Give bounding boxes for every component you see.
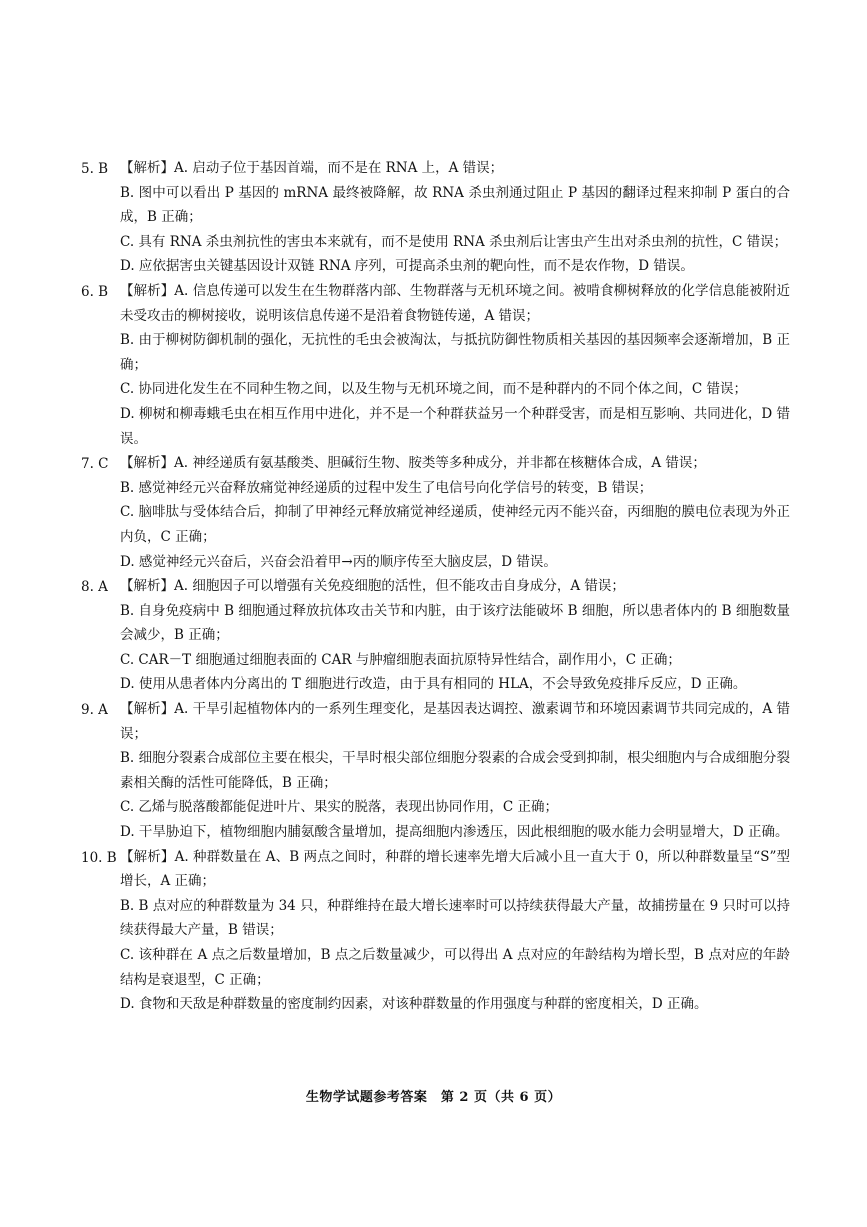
question-analysis: 【解析】A. 启动子位于基因首端，而不是在 RNA 上，A 错误； — [120, 160, 504, 176]
question-10 — [74, 845, 790, 1017]
answer-content — [74, 156, 790, 1017]
option-d: D. 感觉神经元兴奋后，兴奋会沿着甲→丙的顺序传至大脑皮层，D 错误。 — [120, 553, 557, 570]
option-d: D. 干旱胁迫下，植物细胞内脯氨酸含量增加，提高细胞内渗透压，因此根细胞的吸水能力会明显增大，D 正确。 — [120, 824, 789, 841]
question-analysis: 【解析】A. 信息传递可以发生在生物群落内部、生物群落与无机环境之间。被啃食柳树释放的化学信息能被附近未受攻击的柳树接收，说明该信息传递不是沿着食物链传递，A 错误； — [120, 282, 790, 324]
option-b: B. 自身免疫病中 B 细胞通过释放抗体攻击关节和内脏，由于该疗法能破坏 B 细胞，所以患者体内的 B 细胞数量会减少，B 正确； — [120, 602, 790, 644]
question-5 — [74, 156, 790, 279]
question-6 — [74, 279, 790, 451]
question-analysis: 【解析】A. 细胞因子可以增强有关免疫细胞的活性，但不能攻击自身成分，A 错误； — [120, 578, 625, 595]
question-number: 9. A — [81, 702, 108, 719]
option-d: D. 应依据害虫关键基因设计双链 RNA 序列，可提高杀虫剂的靶向性，而不是农作物，D 错误。 — [120, 258, 694, 275]
question-8 — [74, 574, 790, 697]
question-number: 5. B — [81, 161, 109, 177]
option-b: B. 图中可以看出 P 基因的 mRNA 最终被降解，故 RNA 杀虫剂通过阻止 P 基因的翻译过程来抑制 P 蛋白的合成，B 正确； — [120, 184, 790, 226]
option-c: C. 脑啡肽与受体结合后，抑制了甲神经元释放痛觉神经递质，使神经元丙不能兴奋，丙细胞的膜电位表现为外正内负，C 正确； — [120, 504, 790, 545]
option-b: B. 细胞分裂素合成部位主要在根尖，干旱时根尖部位细胞分裂素的合成会受到抑制，根尖细胞内与合成细胞分裂素相关酶的活性可能降低，B 正确； — [120, 750, 790, 791]
question-9 — [74, 697, 790, 845]
option-c: C. 该种群在 A 点之后数量增加，B 点之后数量减少，可以得出 A 点对应的年龄结构为增长型，B 点对应的年龄结构是衰退型，C 正确； — [120, 947, 790, 988]
question-number: 7. C — [81, 456, 109, 473]
option-c: C. 具有 RNA 杀虫剂抗性的害虫本来就有，而不是使用 RNA 杀虫剂后让害虫产生出对杀虫剂的抗性，C 错误； — [120, 233, 788, 250]
option-c: C. CAR－T 细胞通过细胞表面的 CAR 与肿瘤细胞表面抗原特异性结合，副作用小，C 正确； — [120, 651, 681, 668]
question-7 — [74, 451, 790, 574]
option-c: C. 协同进化发生在不同种生物之间，以及生物与无机环境之间，而不是种群内的不同个体之间，C 错误； — [120, 381, 748, 398]
option-d: D. 柳树和柳毒蛾毛虫在相互作用中进化，并不是一个种群获益另一个种群受害，而是相互影响、共同进化，D 错误。 — [120, 405, 790, 447]
option-b: B. 感觉神经元兴奋释放痛觉神经递质的过程中发生了电信号向化学信号的转变，B 错误； — [120, 479, 653, 496]
question-number: 10. B — [81, 849, 117, 866]
question-analysis: 【解析】A. 种群数量在 A、B 两点之间时，种群的增长速率先增大后减小且一直大于 0，所以种群数量呈“S”型增长，A 正确； — [120, 848, 790, 890]
option-b: B. 由于柳树防御机制的强化，无抗性的毛虫会被淘汰，与抵抗防御性物质相关基因的基因频率会逐渐增加，B 正确； — [120, 332, 790, 373]
question-number: 6. B — [81, 283, 109, 300]
page-footer: 生物学试题参考答案 第 2 页（共 6 页） — [305, 1090, 562, 1105]
option-d: D. 使用从患者体内分离出的 T 细胞进行改造，由于具有相同的 HLA，不会导致免疫排斥反应，D 正确。 — [120, 676, 747, 693]
option-d: D. 食物和天敌是种群数量的密度制约因素，对该种群数量的作用强度与种群的密度相关，D 正确。 — [120, 996, 708, 1013]
question-number: 8. A — [81, 579, 108, 596]
question-analysis: 【解析】A. 神经递质有氨基酸类、胆碱衍生物、胺类等多种成分，并非都在核糖体合成，A 错误； — [120, 455, 706, 472]
option-b: B. B 点对应的种群数量为 34 只，种群维持在最大增长速率时可以持续获得最大产量，故捕捞量在 9 只时可以持续获得最大产量，B 错误； — [120, 897, 790, 939]
question-analysis: 【解析】A. 干旱引起植物体内的一系列生理变化，是基因表达调控、激素调节和环境因素调节共同完成的，A 错误； — [120, 701, 790, 742]
option-c: C. 乙烯与脱落酸都能促进叶片、果实的脱落，表现出协同作用，C 正确； — [120, 799, 559, 816]
